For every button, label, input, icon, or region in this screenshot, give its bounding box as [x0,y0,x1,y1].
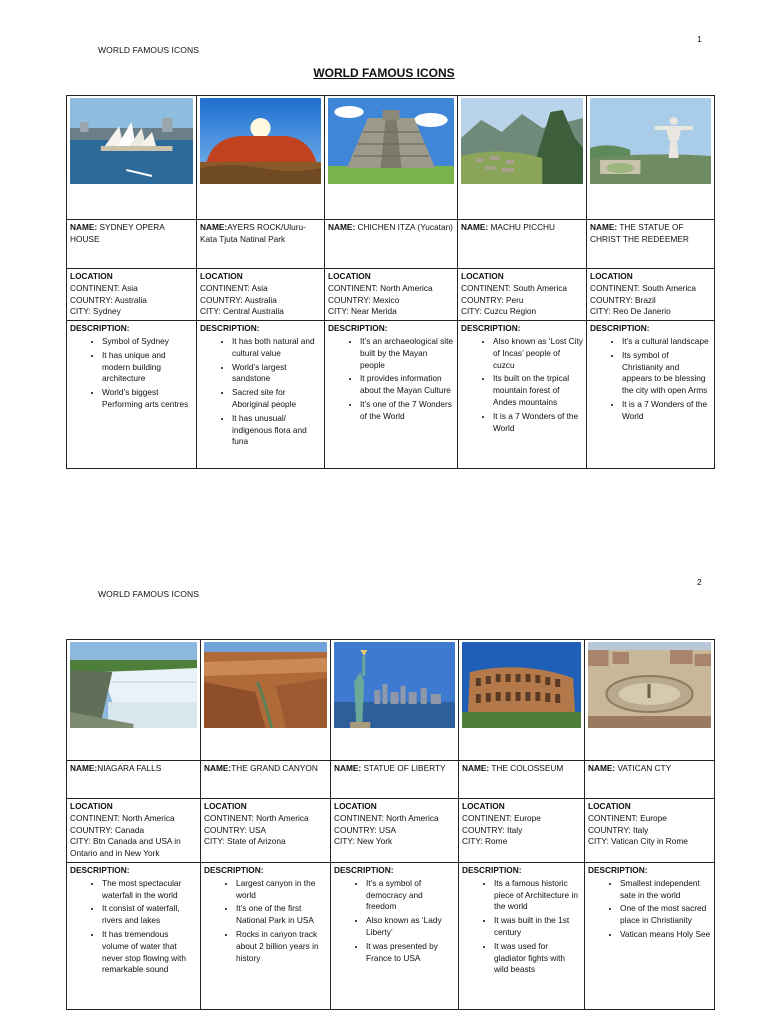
location-cell [585,799,715,863]
bullet-item: • It’s a cultural landscape [622,336,711,348]
country: COUNTRY: Italy [588,824,649,835]
description-cell [201,862,331,1009]
name-cell [201,761,331,799]
description-cell [67,862,201,1009]
city: CITY: Near Merida [328,306,397,317]
country: COUNTRY: Australia [200,294,277,305]
continent: CONTINENT: Europe [588,812,667,823]
bullet-item: • Vatican means Holy See [620,929,711,941]
name-label: NAME: [588,763,616,773]
bullet-list [462,878,581,976]
location-label: LOCATION [204,801,247,811]
bullet-item: • It’s a symbol of democracy and freedom [366,878,455,913]
name-value: THE COLOSSEUM [489,763,564,773]
name-cell [67,220,197,269]
description-label: DESCRIPTION: [200,323,260,334]
bullet-item: • Symbol of Sydney [102,336,193,348]
description-cell [585,862,715,1009]
city: CITY: Cuzcu Region [461,306,537,317]
city: CITY: Central Australia [200,306,284,317]
bullet-list [590,336,711,423]
bullet-item: • Rocks in canyon track about 2 billion years in history [236,929,327,964]
colosseum-photo [462,642,581,728]
continent: CONTINENT: South America [590,282,697,293]
description-cell [67,321,197,469]
location-label: LOCATION [588,801,631,811]
name-label: NAME: [334,763,362,773]
description-label: DESCRIPTION: [462,864,522,875]
city: CITY: Vatican City in Rome [588,836,688,847]
description-label: DESCRIPTION: [590,323,650,334]
description-row [67,321,715,469]
bullet-item: • Also known as ‘Lost City of Incas’ people of cuzcu [493,336,583,371]
location-label: LOCATION [462,801,505,811]
running-header: WORLD FAMOUS ICONS [98,589,199,599]
location-label: LOCATION [70,271,113,281]
name-value: NIAGARA FALLS [97,763,162,773]
page-number: 1 [697,34,702,44]
name-cell [585,761,715,799]
description-label: DESCRIPTION: [588,864,648,875]
location-cell [201,799,331,863]
icons-table-page-2 [66,639,715,1010]
description-cell [458,321,587,469]
ayers-rock-photo [200,98,321,184]
name-cell [587,220,715,269]
description-label: DESCRIPTION: [204,864,264,875]
machu-picchu-photo [461,98,583,184]
location-cell [197,269,325,321]
location-cell [325,269,458,321]
bullet-list [70,336,193,411]
description-row [67,862,715,1009]
name-row [67,761,715,799]
city: CITY: Btn Canada and USA in Ontario and in New York [70,836,181,859]
description-label: DESCRIPTION: [334,864,394,875]
location-label: LOCATION [334,801,377,811]
icons-table-page-1 [66,95,715,469]
description-cell [459,862,585,1009]
city: CITY: New York [334,836,393,847]
image-cell [201,640,331,761]
statue-of-liberty-photo [334,642,455,728]
bullet-item: • It has both natural and cultural value [232,336,321,360]
image-cell [459,640,585,761]
continent: CONTINENT: North America [328,282,433,293]
image-row [67,640,715,761]
bullet-list [461,336,583,434]
name-label: NAME: [204,763,232,773]
description-label: DESCRIPTION: [70,323,130,334]
country: COUNTRY: Italy [462,824,523,835]
country: COUNTRY: Canada [70,824,145,835]
location-row [67,799,715,863]
location-cell [459,799,585,863]
location-label: LOCATION [70,801,113,811]
chichen-itza-photo [328,98,454,184]
location-label: LOCATION [461,271,504,281]
bullet-item: • It’s an archaeological site built by the Mayan people [360,336,454,371]
bullet-item: • Its symbol of Christianity and appears to be blessing the city with open Arms [622,350,711,397]
location-cell [458,269,587,321]
bullet-item: • It was presented by France to USA [366,941,455,965]
country: COUNTRY: Brazil [590,294,656,305]
image-cell [325,96,458,220]
continent: CONTINENT: Asia [200,282,268,293]
bullet-item: • Also known as ‘Lady Liberty’ [366,915,455,939]
description-label: DESCRIPTION: [461,323,521,334]
niagara-falls-photo [70,642,197,728]
bullet-item: • It was built in the 1st century [494,915,581,939]
country: COUNTRY: Australia [70,294,147,305]
bullet-item: • It provides information about the Mayan Culture [360,373,454,397]
name-value: SYDNEY OPERA HOUSE [70,222,165,244]
location-cell [67,799,201,863]
name-cell [331,761,459,799]
bullet-list [334,878,455,965]
continent: CONTINENT: South America [461,282,568,293]
description-cell [587,321,715,469]
bullet-item: • Its a famous historic piece of Architecture in the world [494,878,581,913]
bullet-item: • It’s one of the 7 Wonders of the World [360,399,454,423]
continent: CONTINENT: North America [334,812,439,823]
description-cell [325,321,458,469]
bullet-list [588,878,711,941]
name-value: STATUE OF LIBERTY [361,763,446,773]
description-label: DESCRIPTION: [70,864,130,875]
country: COUNTRY: USA [334,824,397,835]
bullet-list [204,878,327,965]
christ-the-redeemer-photo [590,98,711,184]
image-cell [331,640,459,761]
bullet-item: • It has unique and modern building architecture [102,350,193,385]
continent: CONTINENT: Asia [70,282,138,293]
image-row [67,96,715,220]
name-value: AYERS ROCK/Uluru-Kata Tjuta Natinal Park [200,222,306,244]
city: CITY: Reo De Janerio [590,306,671,317]
location-row [67,269,715,321]
sydney-opera-house-photo [70,98,193,184]
country: COUNTRY: Mexico [328,294,400,305]
continent: CONTINENT: North America [70,812,175,823]
bullet-item: • Largest canyon in the world [236,878,327,902]
name-value: VATICAN CTY [615,763,672,773]
bullet-item: • It consist of waterfall, rivers and lakes [102,903,197,927]
location-cell [67,269,197,321]
description-label: DESCRIPTION: [328,323,388,334]
description-cell [197,321,325,469]
name-label: NAME: [328,222,356,232]
description-cell [331,862,459,1009]
name-label: NAME: [462,763,490,773]
bullet-item: • World’s largest sandstone [232,362,321,386]
bullet-list [200,336,321,448]
grand-canyon-photo [204,642,327,728]
running-header: WORLD FAMOUS ICONS [98,45,199,55]
bullet-item: • The most spectacular waterfall in the world [102,878,197,902]
name-cell [325,220,458,269]
country: COUNTRY: USA [204,824,267,835]
name-cell [458,220,587,269]
bullet-list [70,878,197,976]
city: CITY: State of Arizona [204,836,286,847]
name-value: MACHU PICCHU [488,222,556,232]
location-label: LOCATION [328,271,371,281]
name-value: THE STATUE OF CHRIST THE REDEEMER [590,222,689,244]
name-cell [197,220,325,269]
continent: CONTINENT: Europe [462,812,541,823]
bullet-item: • It’s one of the first National Park in USA [236,903,327,927]
bullet-item: • It has tremendous volume of water that never stop flowing with remarkable sound [102,929,197,976]
location-cell [331,799,459,863]
bullet-item: • It is a 7 Wonders of the World [493,411,583,435]
name-label: NAME: [70,222,98,232]
bullet-item: • Smallest independent sate in the world [620,878,711,902]
vatican-city-photo [588,642,711,728]
name-cell [67,761,201,799]
continent: CONTINENT: North America [204,812,309,823]
page-number: 2 [697,577,702,587]
location-cell [587,269,715,321]
location-label: LOCATION [590,271,633,281]
bullet-item: • One of the most sacred place in Christianity [620,903,711,927]
name-value: THE GRAND CANYON [231,763,318,773]
location-label: LOCATION [200,271,243,281]
image-cell [458,96,587,220]
image-cell [67,96,197,220]
city: CITY: Rome [462,836,508,847]
bullet-item: • It is a 7 Wonders of the World [622,399,711,423]
name-value: CHICHEN ITZA (Yucatan) [355,222,453,232]
bullet-item: • It has unusual/ indigenous flora and funa [232,413,321,448]
bullet-list [328,336,454,423]
image-cell [67,640,201,761]
name-cell [459,761,585,799]
image-cell [587,96,715,220]
city: CITY: Sydney [70,306,121,317]
name-label: NAME: [200,222,228,232]
country: COUNTRY: Peru [461,294,524,305]
page-title: WORLD FAMOUS ICONS [313,66,455,80]
bullet-item: • World’s biggest Performing arts centres [102,387,193,411]
bullet-item: • Sacred site for Aboriginal people [232,387,321,411]
image-cell [585,640,715,761]
name-label: NAME: [70,763,98,773]
bullet-item: • Its built on the trpical mountain forest of Andes mountains [493,373,583,408]
bullet-item: • It was used for gladiator fights with wild beasts [494,941,581,976]
image-cell [197,96,325,220]
name-label: NAME: [461,222,489,232]
name-row [67,220,715,269]
name-label: NAME: [590,222,618,232]
